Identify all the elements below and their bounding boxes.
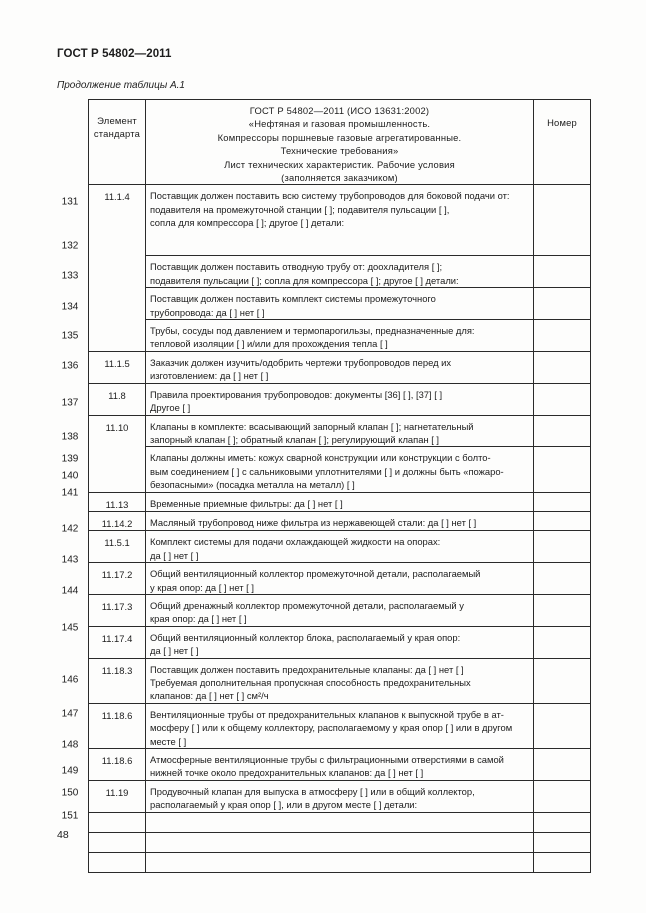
requirement-line: Вентиляционные трубы от предохранительных клапанов к выпускной трубе в ат- [150,708,504,720]
table-row [89,320,591,352]
requirement-cell [146,703,534,748]
number-cell[interactable] [534,563,591,595]
row-number: 138 [61,431,79,443]
requirement-cell [146,812,534,832]
number-cell[interactable] [534,492,591,511]
requirement-cell [146,626,534,658]
row-number: 142 [61,523,79,535]
number-cell[interactable] [534,288,591,320]
row-number: 139 [61,453,79,465]
requirement-cell [146,415,534,447]
requirement-line: вым соединением [ ] с сальниковыми уплотнителями [ ] и должны быть «пожаро- [150,465,504,477]
number-cell[interactable] [534,749,591,781]
element-cell [89,832,146,852]
header-main-line: ГОСТ Р 54802—2011 (ИСО 13631:2002) [249,105,430,116]
table-row [89,256,591,288]
requirement-line: Поставщик должен поставить всю систему трубопроводов для боковой подачи от: [150,190,510,202]
table-row [89,832,591,852]
requirement-cell [146,351,534,383]
table-row [89,703,591,748]
row-number: 136 [61,360,79,372]
number-cell[interactable] [534,383,591,415]
requirement-cell [146,511,534,530]
requirement-line: сопла для компрессора [ ]; другое [ ] детали: [150,217,345,229]
table-row [89,749,591,781]
requirement-line: Другое [ ] [150,402,191,414]
document-id: ГОСТ Р 54802—2011 [57,48,172,60]
header-main-line: Технические требования» [280,145,399,157]
table-row [89,288,591,320]
header-main-line: (заполняется заказчиком) [281,172,398,184]
header-element-cell [89,100,146,185]
table-row [89,185,591,256]
element-cell: 11.1.5 [89,351,146,383]
row-number: 132 [61,240,79,252]
element-cell [89,812,146,832]
requirement-line: подавителя пульсации [ ]; сопла для компрессора [ ]; другое [ ] детали: [150,274,459,286]
row-number: 137 [61,397,79,409]
requirement-cell [146,852,534,872]
row-number: 148 [61,739,79,751]
requirement-cell [146,658,534,703]
element-cell: 11.1.4 [89,185,146,351]
requirement-line: Правила проектирования трубопроводов: документы [36] [ ], [37] [ ] [150,388,443,400]
number-cell[interactable] [534,531,591,563]
number-cell[interactable] [534,780,591,812]
requirement-line: Общий вентиляционный коллектор промежуточной детали, располагаемый [150,568,481,580]
row-number: 143 [61,554,79,566]
table-row [89,511,591,530]
table-row [89,594,591,626]
element-cell: 11.14.2 [89,511,146,530]
element-cell: 11.18.6 [89,749,146,781]
requirement-cell [146,288,534,320]
table-row [89,383,591,415]
element-cell: 11.17.3 [89,594,146,626]
row-number: 134 [61,301,79,313]
table-row [89,447,591,492]
requirement-cell [146,563,534,595]
row-number: 140 [61,470,79,482]
header-element-line: Элемент [97,115,137,126]
header-number-cell: Номер [534,100,591,185]
number-cell[interactable] [534,594,591,626]
header-main-line: Компрессоры поршневые газовые агрегатированные. [217,131,462,143]
element-cell: 11.13 [89,492,146,511]
requirement-line: трубопровода: да [ ] нет [ ] [150,306,265,318]
number-cell[interactable] [534,511,591,530]
requirement-cell [146,185,534,256]
number-cell[interactable] [534,185,591,256]
requirement-line: Поставщик должен поставить предохранительные клапаны: да [ ] нет [ ] [150,663,464,675]
table-row [89,658,591,703]
header-main-line: Лист технических характеристик. Рабочие условия [224,158,455,170]
requirement-line: клапанов: да [ ] нет [ ] см²/ч [150,690,269,702]
number-cell[interactable] [534,320,591,352]
row-number: 150 [61,787,79,799]
page-number: 48 [57,829,69,841]
requirement-cell [146,256,534,288]
requirement-line: края опор: да [ ] нет [ ] [150,613,247,625]
table-row [89,415,591,447]
row-number: 146 [61,674,79,686]
element-cell: 11.19 [89,780,146,812]
table-row [89,351,591,383]
element-cell: 11.18.6 [89,703,146,748]
requirement-cell [146,832,534,852]
requirement-line: Общий вентиляционный коллектор блока, располагаемый у края опор: [150,631,461,643]
requirement-cell [146,780,534,812]
number-cell[interactable] [534,415,591,447]
requirement-cell [146,447,534,492]
number-cell[interactable] [534,812,591,832]
requirement-line: да [ ] нет [ ] [150,645,199,657]
requirement-line: Поставщик должен поставить комплект системы промежуточного [150,293,436,305]
element-cell [89,852,146,872]
element-cell: 11.8 [89,383,146,415]
table-row [89,812,591,832]
requirement-line: Требуемая дополнительная пропускная способность предохранительных [150,677,471,688]
table-row [89,780,591,812]
header-element-line: стандарта [93,128,141,140]
requirement-line: Масляный трубопровод ниже фильтра из нержавеющей стали: да [ ] нет [ ] [150,516,477,528]
element-cell: 11.18.3 [89,658,146,703]
table-row [89,531,591,563]
number-cell[interactable] [534,832,591,852]
row-number: 131 [61,196,79,208]
number-cell[interactable] [534,626,591,658]
requirement-line: у края опор: да [ ] нет [ ] [150,581,254,593]
requirement-line: нижней точке около предохранительных клапанов: да [ ] нет [ ] [150,767,424,779]
header-main-line: «Нефтяная и газовая промышленность. [248,118,431,130]
requirement-line: Заказчик должен изучить/одобрить чертежи трубопроводов перед их [150,356,452,368]
number-cell[interactable] [534,447,591,492]
requirement-cell [146,749,534,781]
requirement-line: да [ ] нет [ ] [150,549,199,561]
requirement-line: располагаемый у края опор [ ], или в другом месте [ ] детали: [150,799,418,811]
row-number: 149 [61,765,79,777]
requirement-line: Атмосферные вентиляционные трубы с фильтрационными отверстиями в самой [150,754,504,766]
table-row [89,563,591,595]
requirement-line: Комплект системы для подачи охлаждающей жидкости на опорах: [150,536,441,548]
element-cell: 11.17.4 [89,626,146,658]
number-cell[interactable] [534,852,591,872]
requirement-cell [146,594,534,626]
requirement-line: Продувочный клапан для выпуска в атмосферу [ ] или в общий коллектор, [150,785,475,797]
requirement-line: запорный клапан [ ]; обратный клапан [ ]; регулирующий клапан [ ] [150,433,440,445]
table-row [89,626,591,658]
row-number: 133 [61,270,79,282]
requirement-line: Поставщик должен поставить отводную трубу от: доохладителя [ ]; [150,261,443,273]
requirement-line: месте [ ] [150,735,187,747]
row-number: 141 [61,487,79,499]
specification-table [88,99,591,873]
requirement-line: Клапаны должны иметь: кожух сварной конструкции или конструкции с болто- [150,452,491,464]
requirement-line: Временные приемные фильтры: да [ ] нет [ ] [150,497,343,509]
requirement-line: подавителя на промежуточной станции [ ]; подавителя пульсации [ ], [150,203,450,215]
table-header-row [89,100,591,185]
row-number: 147 [61,708,79,720]
requirement-line: Клапаны в комплекте: всасывающий запорный клапан [ ]; нагнетательный [150,420,474,432]
continuation-title: Продолжение таблицы А.1 [57,80,185,91]
number-cell[interactable] [534,256,591,288]
table-row [89,852,591,872]
table-row [89,492,591,511]
element-cell: 11.10 [89,415,146,492]
number-cell[interactable] [534,703,591,748]
requirement-cell [146,320,534,352]
number-cell[interactable] [534,351,591,383]
requirement-cell [146,492,534,511]
requirement-cell [146,531,534,563]
row-number: 151 [61,810,79,822]
requirement-cell [146,383,534,415]
requirement-line: мосферу [ ] или к общему коллектору, располагаемому у края опор [ ] или в другом [150,722,513,734]
element-cell: 11.5.1 [89,531,146,563]
row-number: 135 [61,330,79,342]
requirement-line: Общий дренажный коллектор промежуточной детали, располагаемый у [150,599,464,611]
row-number: 144 [61,585,79,597]
header-main-cell [146,100,534,185]
requirement-line: безопасными» (посадка металла на металл) [ ] [150,479,355,491]
element-cell: 11.17.2 [89,563,146,595]
requirement-line: изготовлением: да [ ] нет [ ] [150,370,269,382]
number-cell[interactable] [534,658,591,703]
requirement-line: тепловой изоляции [ ] и/или для прохождения тепла [ ] [150,338,388,350]
requirement-line: Трубы, сосуды под давлением и термопарогильзы, предназначенные для: [150,325,475,337]
row-number: 145 [61,622,79,634]
